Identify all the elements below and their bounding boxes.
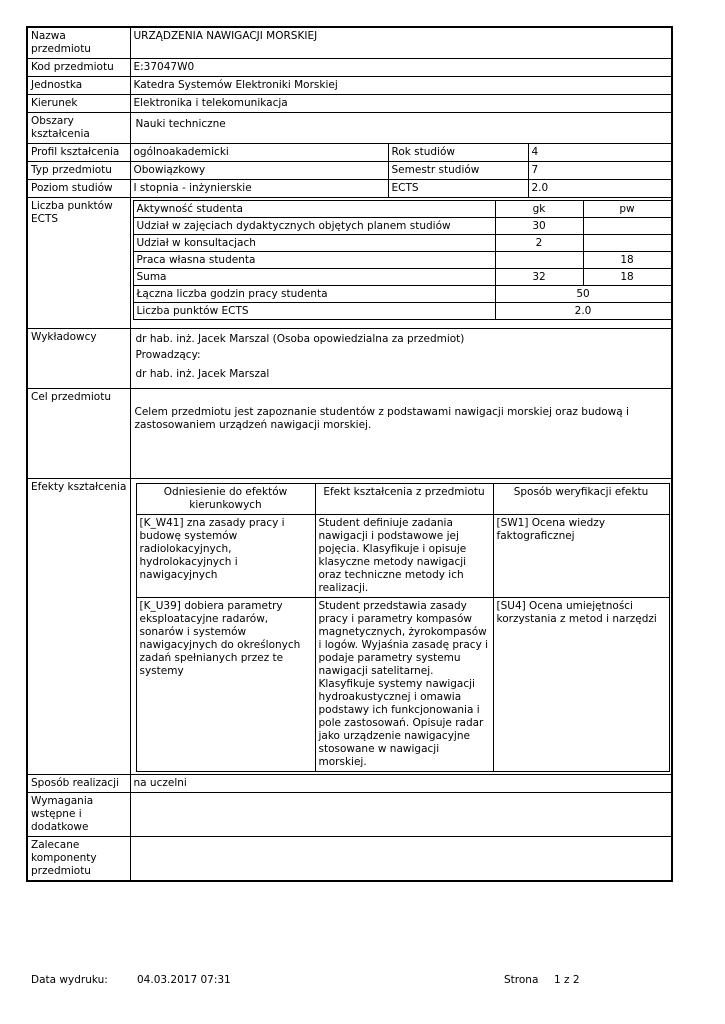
ects-row-pw xyxy=(583,218,671,235)
ects-head-gk: gk xyxy=(495,201,583,218)
ects-row-gk: 2 xyxy=(495,235,583,252)
ects-row-name: Praca własna studenta xyxy=(133,252,495,269)
table-row xyxy=(133,252,671,269)
label-wykladowcy: Wykładowcy xyxy=(27,329,130,389)
label-obszary: Obszary kształcenia xyxy=(27,113,130,144)
table-row xyxy=(136,598,669,772)
instructors-label: Prowadzący: xyxy=(135,349,201,361)
table-row xyxy=(133,286,671,303)
table-row xyxy=(133,218,671,235)
label-cel: Cel przedmiotu xyxy=(27,389,130,479)
value-wymagania xyxy=(130,793,672,837)
course-card xyxy=(26,26,671,882)
lecturer-responsible: dr hab. inż. Jacek Marszal (Osoba opowiedzialna za przedmiot) xyxy=(135,333,465,345)
label-jednostka: Jednostka xyxy=(27,77,130,95)
value-kierunek: Elektronika i telekomunikacja xyxy=(130,95,672,113)
label-ects: ECTS xyxy=(388,180,528,198)
course-table xyxy=(26,26,673,882)
value-kod: E:37047W0 xyxy=(130,59,672,77)
label-typ: Typ przedmiotu xyxy=(27,162,130,180)
ects-total-hours-value: 50 xyxy=(495,286,671,303)
efekty-effect: Student przedstawia zasady pracy i parametry kompasów magnetycznych, żyrokompasów i logów. Wyjaśnia zasadę pracy i podaje parametry systemu nawigacji satelitarnej. Klasyfikuje systemy nawigacji hydroakustycznej i omawia podstawy ich funkcjonowania i pole zastosowań. Opisuje radar jako urządzenie nawigacyjne stosowane w nawigacji morskiej. xyxy=(315,598,493,772)
ects-total-hours-label: Łączna liczba godzin pracy studenta xyxy=(133,286,495,303)
label-efekty: Efekty kształcenia xyxy=(27,479,130,775)
table-row xyxy=(133,303,671,320)
ects-row-name: Udział w zajęciach dydaktycznych objętych planem studiów xyxy=(133,218,495,235)
page-label: Strona xyxy=(504,974,539,986)
ects-total-points-value: 2.0 xyxy=(495,303,671,320)
ects-head-pw: pw xyxy=(583,201,671,218)
efekty-cell xyxy=(130,479,672,775)
ects-row-gk xyxy=(495,252,583,269)
efekty-table xyxy=(136,483,670,772)
label-wymagania: Wymagania wstępne i dodatkowe xyxy=(27,793,130,837)
label-poziom: Poziom studiów xyxy=(27,180,130,198)
value-obszary: Nauki techniczne xyxy=(130,113,672,144)
value-zalecane xyxy=(130,837,672,882)
value-typ: Obowiązkowy xyxy=(130,162,388,180)
ects-row-gk: 32 xyxy=(495,269,583,286)
value-rok: 4 xyxy=(528,144,672,162)
label-kod: Kod przedmiotu xyxy=(27,59,130,77)
ects-total-points-label: Liczba punktów ECTS xyxy=(133,303,495,320)
ects-row-name: Suma xyxy=(133,269,495,286)
efekty-ref: [K_U39] dobiera parametry eksploatacyjne radarów, sonarów i systemów nawigacyjnych do określonych zadań spełnianych przez te systemy xyxy=(136,598,315,772)
table-row xyxy=(133,269,671,286)
label-nazwa: Nazwa przedmiotu xyxy=(27,27,130,59)
cel-text: Celem przedmiotu jest zapoznanie studentów z podstawami nawigacji morskiej oraz budową i zastosowaniem urządzeń nawigacji morskiej. xyxy=(130,389,672,479)
value-profil: ogólnoakademicki xyxy=(130,144,388,162)
efekty-verify: [SW1] Ocena wiedzy faktograficznej xyxy=(493,515,669,598)
instructor-name: dr hab. inż. Jacek Marszal xyxy=(135,368,270,380)
ects-head-name: Aktywność studenta xyxy=(133,201,495,218)
value-ects: 2.0 xyxy=(528,180,672,198)
ects-row-gk: 30 xyxy=(495,218,583,235)
label-profil: Profil kształcenia xyxy=(27,144,130,162)
ects-cell xyxy=(130,198,672,329)
efekty-header-ref: Odniesienie do efektów kierunkowych xyxy=(136,484,315,515)
table-row xyxy=(133,235,671,252)
label-sposob: Sposób realizacji xyxy=(27,775,130,793)
label-kierunek: Kierunek xyxy=(27,95,130,113)
ects-table xyxy=(133,200,672,320)
print-date-label: Data wydruku: xyxy=(31,974,108,986)
label-ects-points: Liczba punktów ECTS xyxy=(27,198,130,329)
ects-row-pw xyxy=(583,235,671,252)
ects-row-pw: 18 xyxy=(583,252,671,269)
page-number: 1 z 2 xyxy=(554,974,580,986)
value-jednostka: Katedra Systemów Elektroniki Morskiej xyxy=(130,77,672,95)
value-nazwa: URZĄDZENIA NAWIGACJI MORSKIEJ xyxy=(130,27,672,59)
efekty-ref: [K_W41] zna zasady pracy i budowę systemów radiolokacyjnych, hydrolokacyjnych i nawigacyjnych xyxy=(136,515,315,598)
label-zalecane: Zalecane komponenty przedmiotu xyxy=(27,837,130,882)
efekty-effect: Student definiuje zadania nawigacji i podstawowe jej pojęcia. Klasyfikuje i opisuje klasyczne metody nawigacji oraz techniczne metody ich realizacji. xyxy=(315,515,493,598)
efekty-header-effect: Efekt kształcenia z przedmiotu xyxy=(315,484,493,515)
label-rok: Rok studiów xyxy=(388,144,528,162)
value-semestr: 7 xyxy=(528,162,672,180)
efekty-header-verify: Sposób weryfikacji efektu xyxy=(493,484,669,515)
table-row xyxy=(136,515,669,598)
value-sposob: na uczelni xyxy=(130,775,672,793)
print-date: 04.03.2017 07:31 xyxy=(137,974,231,986)
value-poziom: I stopnia - inżynierskie xyxy=(130,180,388,198)
wykladowcy-cell xyxy=(130,329,672,389)
efekty-verify: [SU4] Ocena umiejętności korzystania z metod i narzędzi xyxy=(493,598,669,772)
ects-row-name: Udział w konsultacjach xyxy=(133,235,495,252)
ects-row-pw: 18 xyxy=(583,269,671,286)
label-semestr: Semestr studiów xyxy=(388,162,528,180)
